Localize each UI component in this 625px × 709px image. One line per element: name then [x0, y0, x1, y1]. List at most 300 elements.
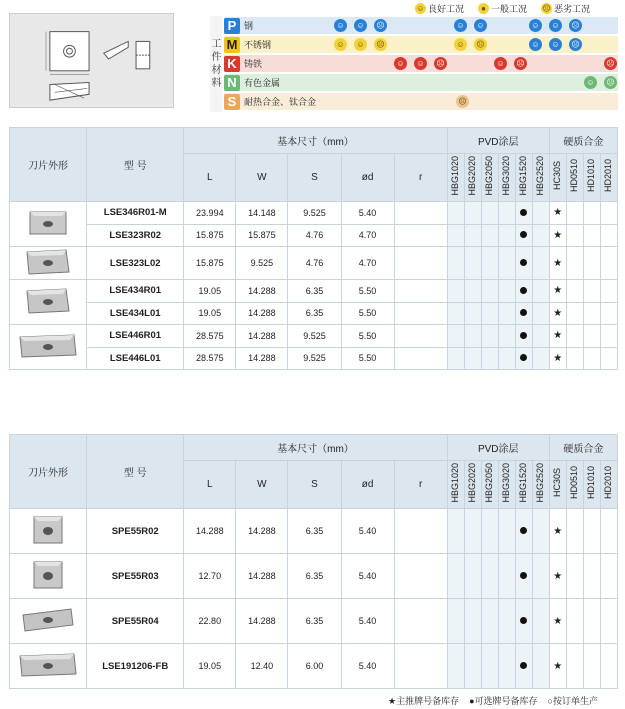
dim-w-cell: 12.40 — [236, 644, 288, 689]
pvd-grade-cell — [464, 224, 481, 247]
carbide-grade-cell — [549, 509, 566, 554]
dim-w-cell: 14.288 — [236, 302, 288, 325]
carbide-grade-cell — [566, 224, 583, 247]
model-header: 型 号 — [87, 128, 184, 202]
pvd-grade-cell — [447, 247, 464, 280]
dims-header: 基本尺寸（mm） — [184, 435, 447, 461]
carbide-grade-cell — [566, 302, 583, 325]
model-cell: LSE446L01 — [87, 347, 184, 370]
face-icon: ☺ — [354, 38, 367, 51]
carbide-grade-cell — [600, 325, 617, 348]
face-icon: ☺ — [394, 57, 407, 70]
face-icon: ☹ — [604, 57, 617, 70]
shape-header: 刀片外形 — [10, 128, 87, 202]
carbide-grade-cell — [583, 247, 600, 280]
pvd-grade-cell — [498, 644, 515, 689]
carbide-grade-cell — [566, 247, 583, 280]
stock-dot — [520, 617, 527, 624]
dim-d-cell: 5.50 — [341, 280, 394, 303]
carbide-grade-cell — [566, 509, 583, 554]
carbide-grade-cell — [549, 599, 566, 644]
dim-w-cell: 14.288 — [236, 554, 288, 599]
pvd-grade-cell — [515, 202, 532, 225]
carbide-grade-cell — [583, 644, 600, 689]
pvd-grade-cell — [532, 599, 549, 644]
pvd-grade-cell — [515, 302, 532, 325]
stock-star: ★ — [553, 229, 563, 241]
pvd-grade-cell — [498, 509, 515, 554]
carbide-grade: HD1010 — [583, 461, 600, 509]
condition-poor: ☹ 恶劣工况 — [542, 3, 591, 14]
pvd-grade-cell — [515, 325, 532, 348]
carbide-grade-cell — [549, 347, 566, 370]
carbide-grade: HD1010 — [583, 154, 600, 202]
material-side-label: 工件材料 — [210, 16, 222, 112]
pvd-grade-cell — [481, 325, 498, 348]
material-name: 不锈钢 — [244, 40, 272, 50]
dim-w-cell: 14.288 — [236, 599, 288, 644]
model-cell: LSE191206-FB — [87, 644, 184, 689]
insert-image — [10, 554, 87, 599]
pvd-grade: HBG3020 — [498, 461, 515, 509]
carbide-grade-cell — [549, 302, 566, 325]
material-letter: S — [224, 94, 240, 110]
pvd-grade-cell — [464, 644, 481, 689]
dim-d-cell: 5.40 — [341, 599, 394, 644]
carbide-grade: HC30S — [549, 154, 566, 202]
face-icon: ☹ — [456, 95, 469, 108]
insert-image — [10, 325, 87, 370]
stock-legend — [388, 694, 598, 707]
pvd-grade-cell — [532, 347, 549, 370]
table-row — [10, 247, 618, 280]
dim-l-cell: 19.05 — [184, 280, 236, 303]
model-cell: SPE55R04 — [87, 599, 184, 644]
dimension-drawing — [10, 14, 173, 107]
carbide-grade-cell — [600, 224, 617, 247]
carbide-grade-cell — [583, 302, 600, 325]
face-icon: ☺ — [334, 19, 347, 32]
insert-image — [10, 509, 87, 554]
stock-dot — [520, 287, 527, 294]
pvd-grade-cell — [515, 247, 532, 280]
pvd-grade: HBG1520 — [515, 154, 532, 202]
pvd-grade-cell — [498, 302, 515, 325]
dim-r-cell — [394, 224, 447, 247]
carbide-grade-cell — [549, 247, 566, 280]
poor-condition-icon: ☹ — [542, 3, 551, 13]
pvd-grade-cell — [532, 302, 549, 325]
pvd-grade-cell — [481, 280, 498, 303]
carbide-header: 硬质合金 — [549, 435, 617, 461]
stock-star: ★ — [553, 257, 563, 269]
face-icon: ☺ — [414, 57, 427, 70]
pvd-grade-cell — [532, 325, 549, 348]
carbide-grade-cell — [600, 347, 617, 370]
carbide-grade-cell — [566, 599, 583, 644]
table-row — [10, 302, 618, 325]
pvd-grade: HBG1520 — [515, 461, 532, 509]
carbide-grade: HC30S — [549, 461, 566, 509]
dim-s-cell: 9.525 — [288, 325, 341, 348]
pvd-grade-cell — [447, 644, 464, 689]
pvd-grade-cell — [498, 347, 515, 370]
pvd-grade-cell — [464, 247, 481, 280]
pvd-grade-cell — [515, 644, 532, 689]
carbide-grade-cell — [566, 644, 583, 689]
pvd-grade: HBG2520 — [532, 154, 549, 202]
pvd-grade: HBG2050 — [481, 461, 498, 509]
carbide-grade-cell — [566, 280, 583, 303]
material-row-p — [224, 17, 618, 34]
face-icon: ☺ — [529, 19, 542, 32]
dim-d-cell: 5.50 — [341, 325, 394, 348]
dim-l-header: L — [184, 154, 236, 202]
stock-dot — [520, 231, 527, 238]
dim-s-cell: 4.76 — [288, 224, 341, 247]
pvd-grade-cell — [515, 554, 532, 599]
dim-d-cell: 4.70 — [341, 224, 394, 247]
shape-header: 刀片外形 — [10, 435, 87, 509]
dim-d-cell: 5.40 — [341, 644, 394, 689]
face-icon: ☺ — [494, 57, 507, 70]
material-name: 有色金属 — [244, 78, 281, 88]
pvd-grade-cell — [498, 280, 515, 303]
model-cell: LSE434R01 — [87, 280, 184, 303]
carbide-grade-cell — [600, 302, 617, 325]
material-letter: K — [224, 56, 240, 72]
material-name: 耐热合金、钛合金 — [244, 97, 317, 107]
material-letter: N — [224, 75, 240, 91]
pvd-grade-cell — [532, 280, 549, 303]
face-icon: ☺ — [454, 19, 467, 32]
stock-dot — [520, 527, 527, 534]
dim-l-cell: 19.05 — [184, 644, 236, 689]
face-icon: ☹ — [374, 19, 387, 32]
pvd-grade-cell — [464, 280, 481, 303]
carbide-grade-cell — [583, 224, 600, 247]
pvd-grade-cell — [464, 202, 481, 225]
carbide-header: 硬质合金 — [549, 128, 617, 154]
table-row — [10, 599, 618, 644]
pvd-grade-cell — [447, 224, 464, 247]
carbide-grade: HD0510 — [566, 154, 583, 202]
dim-d-header: ød — [341, 154, 394, 202]
pvd-grade-cell — [464, 325, 481, 348]
pvd-grade: HBG2520 — [532, 461, 549, 509]
dim-d-cell: 5.40 — [341, 509, 394, 554]
carbide-grade-cell — [566, 347, 583, 370]
pvd-grade-cell — [515, 509, 532, 554]
pvd-grade-cell — [481, 224, 498, 247]
material-name: 铸铁 — [244, 59, 263, 69]
stock-dot — [520, 309, 527, 316]
lse-insert-table — [9, 127, 618, 370]
dim-w-cell: 14.288 — [236, 347, 288, 370]
pvd-grade-cell — [515, 280, 532, 303]
pvd-grade-cell — [515, 347, 532, 370]
insert-image — [10, 280, 87, 325]
carbide-grade-cell — [600, 554, 617, 599]
condition-normal: ● 一般工况 — [478, 1, 527, 15]
carbide-grade-cell — [583, 599, 600, 644]
face-icon: ☺ — [354, 19, 367, 32]
legend-made-to-order: ○按订单生产 — [547, 696, 598, 706]
table-row — [10, 509, 618, 554]
pvd-grade-cell — [515, 599, 532, 644]
legend-main-stock: ★主推牌号备库存 — [388, 696, 460, 706]
dim-d-header: ød — [341, 461, 394, 509]
table-row — [10, 325, 618, 348]
pvd-grade-cell — [481, 554, 498, 599]
pvd-grade-cell — [498, 554, 515, 599]
stock-dot — [520, 209, 527, 216]
carbide-grade-cell — [600, 509, 617, 554]
dim-w-cell: 14.288 — [236, 325, 288, 348]
carbide-grade: HD2010 — [600, 154, 617, 202]
material-name: 钢 — [244, 21, 254, 31]
model-header: 型 号 — [87, 435, 184, 509]
face-icon: ☹ — [434, 57, 447, 70]
model-cell: LSE446R01 — [87, 325, 184, 348]
carbide-grade-cell — [549, 224, 566, 247]
stock-star: ★ — [553, 525, 563, 537]
dim-r-cell — [394, 302, 447, 325]
dim-w-header: W — [236, 461, 288, 509]
pvd-grade-cell — [447, 302, 464, 325]
carbide-grade-cell — [600, 599, 617, 644]
stock-dot — [520, 662, 527, 669]
carbide-grade-cell — [549, 202, 566, 225]
dims-header: 基本尺寸（mm） — [184, 128, 447, 154]
carbide-grade-cell — [600, 280, 617, 303]
carbide-grade-cell — [566, 554, 583, 599]
table-row — [10, 554, 618, 599]
pvd-grade-cell — [447, 280, 464, 303]
dim-w-cell: 9.525 — [236, 247, 288, 280]
dim-w-header: W — [236, 154, 288, 202]
table-row — [10, 644, 618, 689]
stock-dot — [520, 332, 527, 339]
table-row — [10, 202, 618, 225]
dim-w-cell: 14.148 — [236, 202, 288, 225]
pvd-grade-cell — [464, 599, 481, 644]
pvd-grade-cell — [464, 347, 481, 370]
carbide-grade-cell — [583, 280, 600, 303]
carbide-grade-cell — [600, 644, 617, 689]
model-cell: SPE55R02 — [87, 509, 184, 554]
legend-optional-stock: ●可选牌号备库存 — [469, 696, 538, 706]
face-icon: ☹ — [474, 38, 487, 51]
pvd-grade: HBG1020 — [447, 461, 464, 509]
pvd-grade-cell — [481, 347, 498, 370]
pvd-grade-cell — [481, 247, 498, 280]
face-icon: ☺ — [549, 19, 562, 32]
carbide-grade-cell — [583, 509, 600, 554]
stock-star: ★ — [553, 330, 563, 342]
pvd-grade-cell — [464, 509, 481, 554]
dim-w-cell: 15.875 — [236, 224, 288, 247]
insert-image — [10, 599, 87, 644]
dim-r-cell — [394, 247, 447, 280]
good-condition-icon: ☺ — [416, 3, 425, 13]
pvd-grade-cell — [447, 554, 464, 599]
face-icon: ☺ — [584, 76, 597, 89]
pvd-grade-cell — [498, 224, 515, 247]
dim-r-cell — [394, 599, 447, 644]
model-cell: SPE55R03 — [87, 554, 184, 599]
insert-image — [10, 202, 87, 247]
pvd-grade-cell — [481, 509, 498, 554]
dim-w-cell: 14.288 — [236, 280, 288, 303]
model-cell: LSE346R01-M — [87, 202, 184, 225]
pvd-grade-cell — [481, 302, 498, 325]
face-icon: ☹ — [514, 57, 527, 70]
face-icon: ☺ — [454, 38, 467, 51]
dim-d-cell: 5.50 — [341, 302, 394, 325]
pvd-grade-cell — [498, 325, 515, 348]
pvd-grade: HBG1020 — [447, 154, 464, 202]
dim-l-cell: 22.80 — [184, 599, 236, 644]
dim-s-header: S — [288, 461, 341, 509]
dim-s-cell: 6.00 — [288, 644, 341, 689]
carbide-grade-cell — [549, 554, 566, 599]
table-row — [10, 347, 618, 370]
stock-star: ★ — [553, 615, 563, 627]
dim-s-cell: 9.525 — [288, 347, 341, 370]
pvd-grade-cell — [532, 509, 549, 554]
pvd-grade-cell — [532, 247, 549, 280]
material-row-m — [224, 36, 618, 53]
dim-r-cell — [394, 347, 447, 370]
pvd-grade-cell — [481, 202, 498, 225]
stock-star: ★ — [553, 352, 563, 364]
stock-star: ★ — [553, 307, 563, 319]
material-letter: M — [224, 37, 240, 53]
condition-good: ☺ 良好工况 — [416, 3, 465, 14]
pvd-header: PVD涂层 — [447, 128, 549, 154]
pvd-grade-cell — [532, 202, 549, 225]
pvd-grade-cell — [447, 202, 464, 225]
carbide-grade-cell — [583, 347, 600, 370]
pvd-grade-cell — [532, 554, 549, 599]
insert-image — [10, 644, 87, 689]
pvd-grade-cell — [498, 599, 515, 644]
model-cell: LSE323R02 — [87, 224, 184, 247]
dim-r-cell — [394, 280, 447, 303]
pvd-grade: HBG2050 — [481, 154, 498, 202]
pvd-grade-cell — [447, 325, 464, 348]
dim-d-cell: 4.70 — [341, 247, 394, 280]
carbide-grade-cell — [566, 202, 583, 225]
dim-l-cell: 15.875 — [184, 224, 236, 247]
stock-dot — [520, 259, 527, 266]
dim-w-cell: 14.288 — [236, 509, 288, 554]
pvd-grade-cell — [447, 509, 464, 554]
pvd-grade-cell — [447, 599, 464, 644]
insert-image — [10, 247, 87, 280]
carbide-grade-cell — [583, 202, 600, 225]
stock-star: ★ — [553, 570, 563, 582]
pvd-grade-cell — [498, 202, 515, 225]
carbide-grade-cell — [549, 280, 566, 303]
material-legend — [210, 0, 618, 114]
face-icon: ☹ — [569, 19, 582, 32]
table-row — [10, 280, 618, 303]
face-icon: ☹ — [374, 38, 387, 51]
stock-dot — [520, 354, 527, 361]
stock-star: ★ — [553, 207, 563, 219]
model-cell: LSE323L02 — [87, 247, 184, 280]
pvd-grade-cell — [464, 554, 481, 599]
carbide-grade: HD2010 — [600, 461, 617, 509]
material-letter: P — [224, 18, 240, 34]
dim-l-cell: 19.05 — [184, 302, 236, 325]
pvd-grade-cell — [515, 224, 532, 247]
stock-star: ★ — [553, 660, 563, 672]
carbide-grade-cell — [549, 644, 566, 689]
dim-r-cell — [394, 554, 447, 599]
dim-l-cell: 12.70 — [184, 554, 236, 599]
carbide-grade-cell — [566, 325, 583, 348]
dim-r-cell — [394, 644, 447, 689]
stock-star: ★ — [553, 285, 563, 297]
carbide-grade-cell — [600, 247, 617, 280]
dim-s-cell: 6.35 — [288, 554, 341, 599]
dim-r-header: r — [394, 154, 447, 202]
dim-d-cell: 5.50 — [341, 347, 394, 370]
pvd-header: PVD涂层 — [447, 435, 549, 461]
face-icon: ☹ — [604, 76, 617, 89]
stock-dot — [520, 572, 527, 579]
dim-l-cell: 15.875 — [184, 247, 236, 280]
pvd-grade-cell — [447, 347, 464, 370]
material-row-n — [224, 74, 618, 91]
carbide-grade-cell — [600, 202, 617, 225]
dim-s-cell: 6.35 — [288, 302, 341, 325]
pvd-grade-cell — [464, 302, 481, 325]
dim-l-cell: 23.994 — [184, 202, 236, 225]
dim-s-cell: 6.35 — [288, 599, 341, 644]
dim-r-header: r — [394, 461, 447, 509]
face-icon: ☺ — [334, 38, 347, 51]
pvd-grade: HBG2020 — [464, 461, 481, 509]
carbide-grade-cell — [549, 325, 566, 348]
dim-s-cell: 9.525 — [288, 202, 341, 225]
pvd-grade-cell — [481, 644, 498, 689]
dim-d-cell: 5.40 — [341, 554, 394, 599]
normal-condition-icon: ● — [478, 3, 489, 14]
pvd-grade-cell — [481, 599, 498, 644]
carbide-grade-cell — [583, 325, 600, 348]
model-cell: LSE434L01 — [87, 302, 184, 325]
pvd-grade-cell — [532, 644, 549, 689]
face-icon: ☺ — [549, 38, 562, 51]
dim-l-cell: 28.575 — [184, 347, 236, 370]
dim-s-header: S — [288, 154, 341, 202]
pvd-grade: HBG2020 — [464, 154, 481, 202]
dim-d-cell: 5.40 — [341, 202, 394, 225]
material-row-s — [224, 93, 618, 110]
carbide-grade-cell — [583, 554, 600, 599]
table-row — [10, 224, 618, 247]
material-row-k — [224, 55, 618, 72]
dim-l-cell: 28.575 — [184, 325, 236, 348]
dim-r-cell — [394, 509, 447, 554]
dim-l-header: L — [184, 461, 236, 509]
face-icon: ☺ — [474, 19, 487, 32]
face-icon: ☺ — [529, 38, 542, 51]
